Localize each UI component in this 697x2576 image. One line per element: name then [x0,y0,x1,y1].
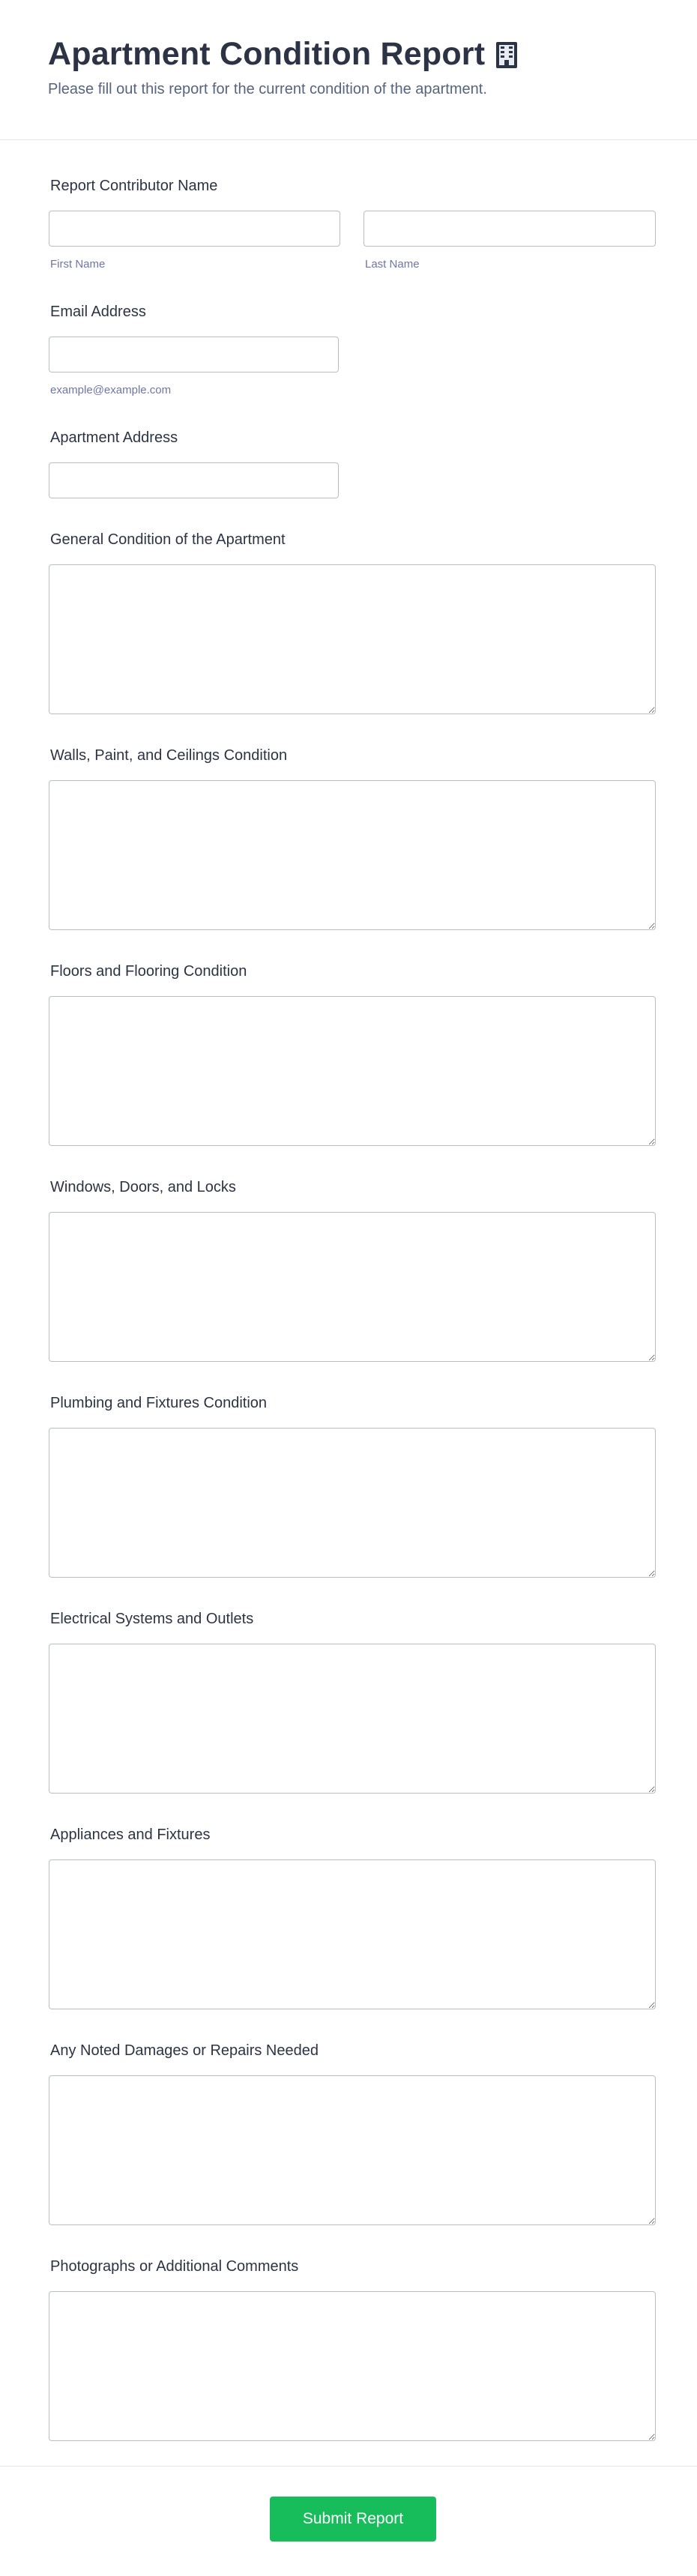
apartment-address-label: Apartment Address [50,429,178,446]
photographs-comments-textarea[interactable] [49,2291,656,2441]
email-label: Email Address [50,304,146,320]
damages-repairs-textarea[interactable] [49,2075,656,2225]
walls-paint-ceilings-label: Walls, Paint, and Ceilings Condition [50,747,288,764]
general-condition-textarea[interactable] [49,564,656,714]
last-name-sublabel: Last Name [365,258,420,271]
email-input[interactable] [49,337,339,372]
electrical-systems-textarea[interactable] [49,1644,656,1794]
first-name-sublabel: First Name [50,258,106,271]
email-sublabel: example@example.com [50,384,172,396]
page-title-text: Apartment Condition Report [48,36,486,72]
floors-flooring-label: Floors and Flooring Condition [50,963,247,980]
page-title [48,36,519,73]
appliances-fixtures-label: Appliances and Fixtures [50,1827,211,1843]
first-name-input[interactable] [49,211,340,247]
photographs-comments-label: Photographs or Additional Comments [50,2258,299,2275]
apartment-address-input[interactable] [49,462,339,498]
floors-flooring-textarea[interactable] [49,996,656,1146]
plumbing-fixtures-label: Plumbing and Fixtures Condition [50,1395,268,1411]
office-building-icon [494,40,519,70]
damages-repairs-label: Any Noted Damages or Repairs Needed [50,2042,319,2059]
submit-report-button[interactable]: Submit Report [270,2497,436,2542]
last-name-input[interactable] [363,211,656,247]
page-subtitle: Please fill out this report for the current condition of the apartment. [48,81,487,97]
form-footer [0,2466,697,2576]
windows-doors-locks-textarea[interactable] [49,1212,656,1362]
appliances-fixtures-textarea[interactable] [49,1859,656,2009]
form-header [0,0,697,140]
windows-doors-locks-label: Windows, Doors, and Locks [50,1179,236,1195]
contributor-name-label: Report Contributor Name [50,178,218,194]
plumbing-fixtures-textarea[interactable] [49,1428,656,1578]
walls-paint-ceilings-textarea[interactable] [49,780,656,930]
general-condition-label: General Condition of the Apartment [50,531,286,548]
electrical-systems-label: Electrical Systems and Outlets [50,1611,254,1627]
